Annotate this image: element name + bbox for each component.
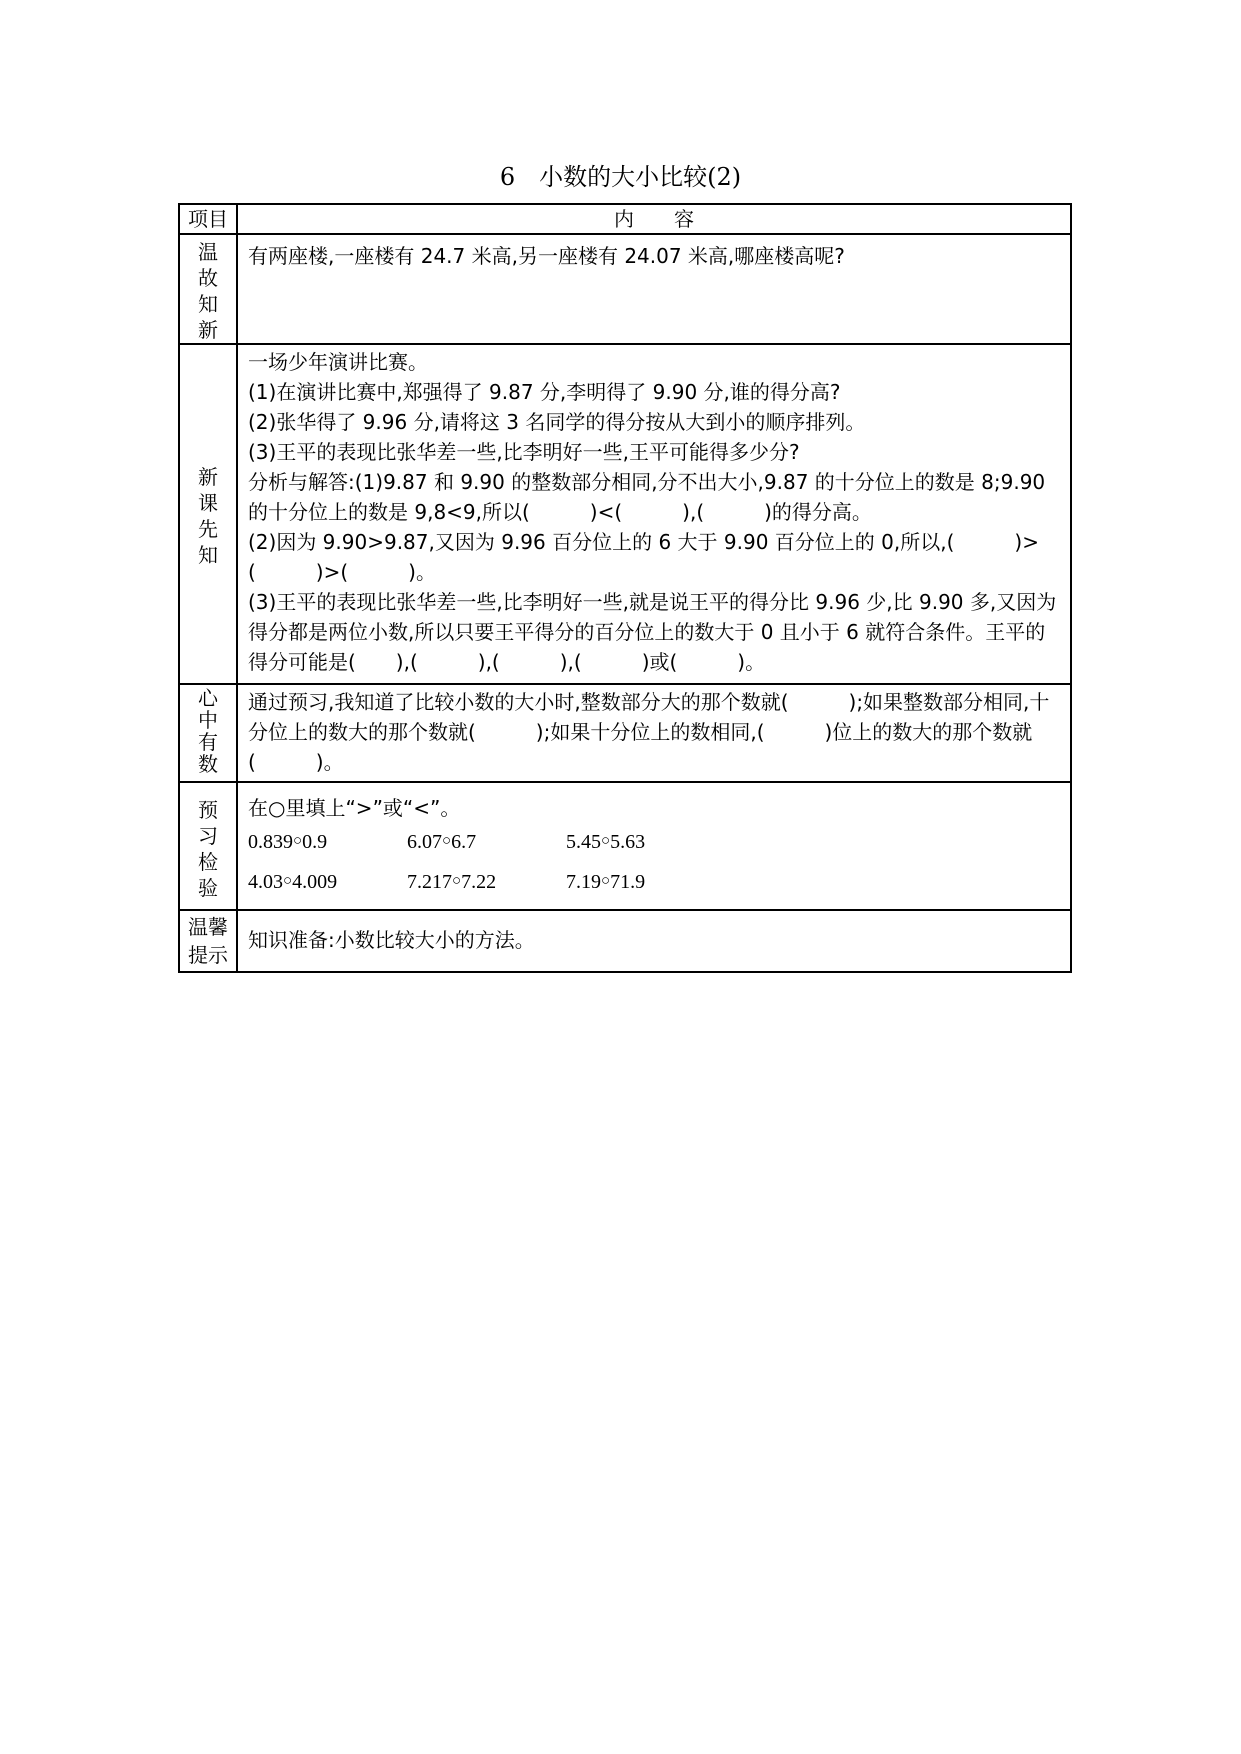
comparison-item [566, 863, 720, 903]
left-number: 6.07 [407, 831, 442, 853]
comparison-item [248, 823, 402, 863]
review-label-char: 新 [198, 318, 218, 342]
preview-check-label [179, 782, 237, 910]
right-number: 71.9 [610, 871, 646, 893]
blank-circle-icon[interactable]: ○ [283, 873, 293, 889]
blank-circle-icon[interactable]: ○ [601, 833, 611, 849]
summary-label-char: 心 [198, 686, 218, 710]
summary-label [179, 684, 237, 782]
comparison-exercises [248, 823, 1060, 903]
preview-check-row [179, 782, 1071, 910]
preview-check-label-char: 验 [198, 876, 218, 900]
new-lesson-label-char: 知 [198, 543, 218, 567]
comparison-row [248, 863, 1060, 903]
comparison-row [248, 823, 1060, 863]
new-lesson-label-char: 课 [198, 491, 218, 515]
preview-check-content [237, 782, 1071, 910]
summary-label-char: 数 [198, 752, 218, 776]
review-label [179, 234, 237, 344]
tips-label [179, 910, 237, 972]
new-lesson-row [179, 344, 1071, 684]
new-lesson-label-char: 先 [198, 517, 218, 541]
summary-row [179, 684, 1071, 782]
left-number: 4.03 [248, 871, 283, 893]
tips-label-line: 提示 [188, 943, 228, 967]
review-question: 有两座楼,一座楼有 24.7 米高,另一座楼有 24.07 米高,哪座楼高呢? [248, 244, 845, 268]
preview-check-label-char: 习 [198, 824, 218, 848]
problem-question-1: (1)在演讲比赛中,郑强得了 9.87 分,李明得了 9.90 分,谁的得分高? [248, 380, 841, 404]
new-lesson-label [179, 344, 237, 684]
summary-label-char: 中 [198, 708, 218, 732]
left-number: 7.19 [566, 871, 601, 893]
comparison-item [407, 823, 561, 863]
right-number: 5.63 [610, 831, 646, 853]
problem-intro: 一场少年演讲比赛。 [248, 350, 428, 374]
left-number: 5.45 [566, 831, 601, 853]
summary-label-char: 有 [198, 730, 218, 754]
comparison-item [407, 863, 561, 903]
lesson-table [178, 203, 1072, 973]
problem-question-2: (2)张华得了 9.96 分,请将这 3 名同学的得分按从大到小的顺序排列。 [248, 410, 866, 434]
summary-content [237, 684, 1071, 782]
left-number: 0.839 [248, 831, 293, 853]
blank-circle-icon[interactable]: ○ [442, 833, 452, 849]
table-header-row [179, 204, 1071, 234]
tips-content [237, 910, 1071, 972]
summary-text: 通过预习,我知道了比较小数的大小时,整数部分大的那个数就( );如果整数部分相同,十分位上的数大的那个数就( );如果十分位上的数相同,( )位上的数大的那个数就( )。 [248, 690, 1050, 774]
analysis-part-3: (3)王平的表现比张华差一些,比李明好一些,就是说王平的得分比 9.96 少,比 9.90 多,又因为得分都是两位小数,所以只要王平得分的百分位上的数大于 0 且小于 6 就符合条件。王平的得分可能是( ),( ),( ),( )或( )。 [248, 590, 1057, 674]
problem-question-3: (3)王平的表现比张华差一些,比李明好一些,王平可能得多少分? [248, 440, 800, 464]
preview-check-label-char: 预 [198, 798, 218, 822]
lesson-number: 6 [499, 163, 516, 191]
blank-circle-icon[interactable]: ○ [601, 873, 611, 889]
tips-text: 知识准备:小数比较大小的方法。 [248, 928, 535, 952]
analysis-part-1: 分析与解答:(1)9.87 和 9.90 的整数部分相同,分不出大小,9.87 的十分位上的数是 8;9.90 的十分位上的数是 9,8<9,所以( )<( ),( )的得分高。 [248, 470, 1046, 524]
review-row [179, 234, 1071, 344]
blank-circle-icon[interactable]: ○ [452, 873, 462, 889]
new-lesson-content [237, 344, 1071, 684]
review-label-char: 温 [198, 240, 218, 264]
right-number: 0.9 [302, 831, 328, 853]
header-content-cell: 内 容 [237, 204, 1071, 234]
comparison-item [566, 823, 720, 863]
right-number: 7.22 [461, 871, 497, 893]
review-label-char: 知 [198, 292, 218, 316]
tips-row [179, 910, 1071, 972]
lesson-title: 小数的大小比较(2) [539, 163, 742, 191]
page-title [0, 160, 1241, 194]
header-item-cell: 项目 [179, 204, 237, 234]
blank-circle-icon[interactable]: ○ [293, 833, 303, 849]
new-lesson-label-char: 新 [198, 465, 218, 489]
review-content [237, 234, 1071, 344]
analysis-part-2: (2)因为 9.90>9.87,又因为 9.96 百分位上的 6 大于 9.90 百分位上的 0,所以,( )>( )>( )。 [248, 530, 1039, 584]
tips-label-line: 温馨 [188, 915, 228, 939]
right-number: 4.009 [292, 871, 338, 893]
left-number: 7.217 [407, 871, 452, 893]
right-number: 6.7 [451, 831, 477, 853]
preview-check-label-char: 检 [198, 850, 218, 874]
preview-instruction: 在○里填上“>”或“<”。 [248, 796, 461, 820]
comparison-item [248, 863, 402, 903]
review-label-char: 故 [198, 266, 218, 290]
